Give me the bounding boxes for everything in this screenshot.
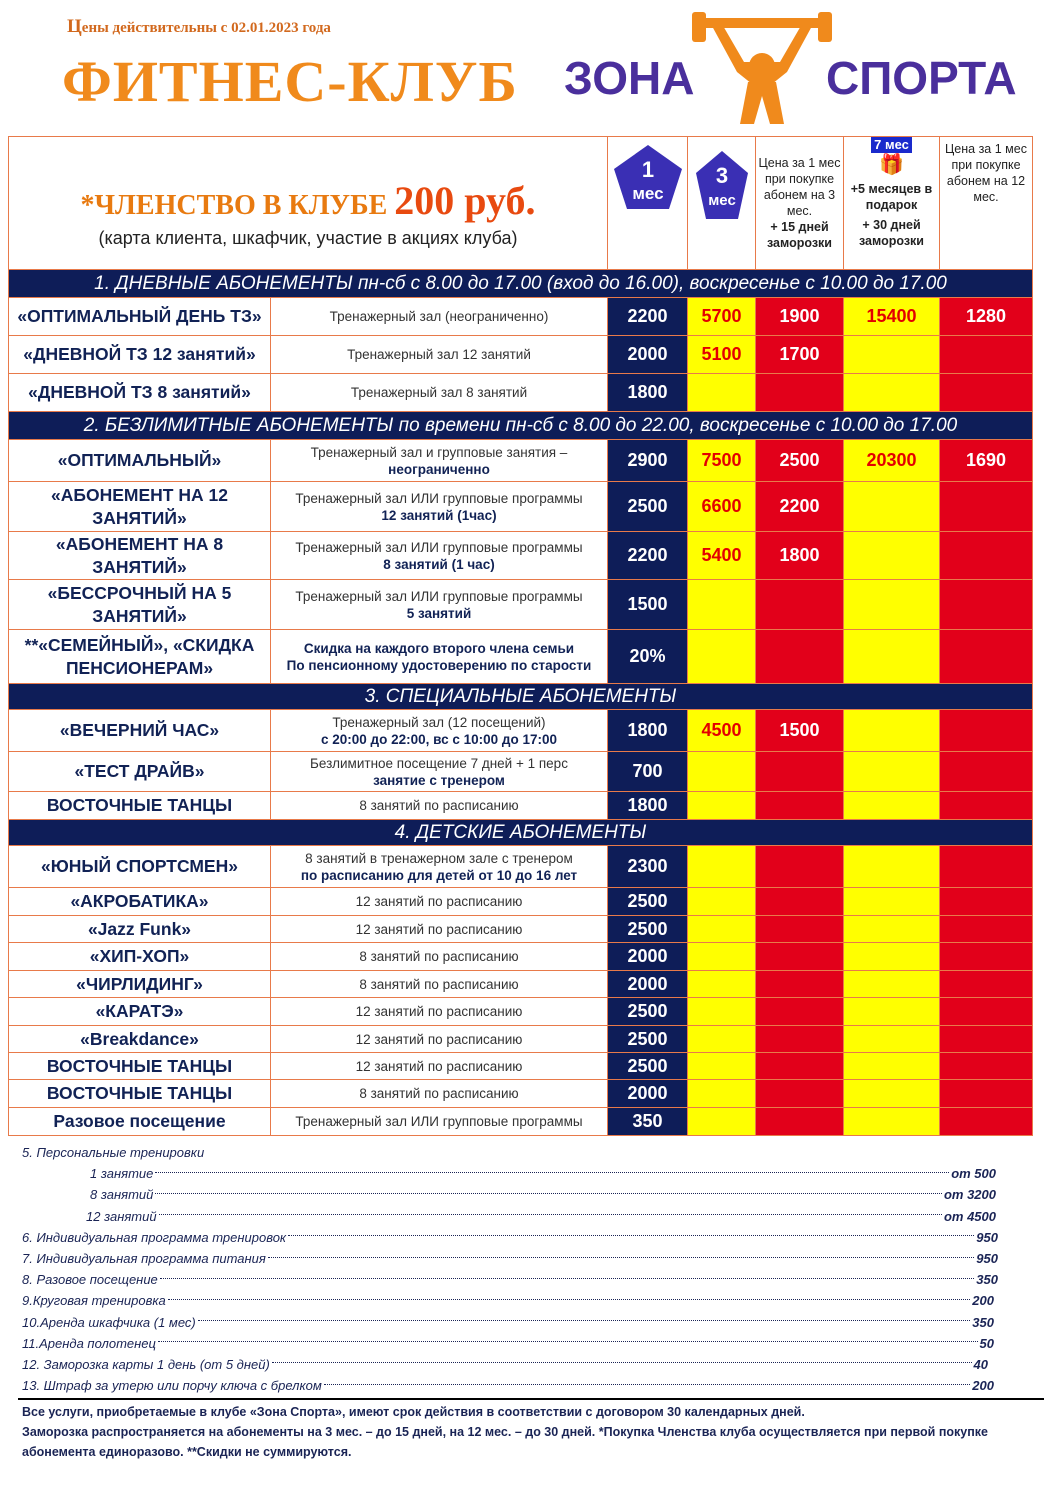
price-per-month-12	[940, 710, 1033, 752]
price-per-month-3	[756, 1053, 844, 1080]
plan-description	[271, 1026, 608, 1053]
plan-description-line: 12 занятий по расписанию	[355, 1031, 523, 1047]
extra-service-item	[22, 1269, 1022, 1290]
svg-text:мес: мес	[707, 192, 736, 209]
table-row	[9, 630, 1033, 684]
plan-description	[271, 374, 608, 412]
membership-title: *ЧЛЕНСТВО В КЛУБЕ	[80, 190, 388, 221]
plan-description-line: Тренажерный зал (12 посещений)	[332, 714, 546, 730]
table-row	[9, 1080, 1033, 1108]
dotted-leader	[268, 1256, 974, 1258]
membership-price: 200 руб.	[394, 178, 536, 223]
price-1-month: 350	[608, 1108, 688, 1136]
price-per-month-3	[756, 916, 844, 943]
table-row	[9, 1053, 1033, 1080]
gift-icon: 🎁	[879, 154, 904, 176]
price-7-month	[844, 1053, 940, 1080]
plan-description-line: с 20:00 до 22:00, вс с 10:00 до 17:00	[321, 731, 557, 747]
price-7-month	[844, 710, 940, 752]
plan-description	[271, 580, 608, 630]
table-row	[9, 971, 1033, 998]
logo-word-right: СПОРТА	[826, 52, 1017, 104]
plan-description-line: 12 занятий по расписанию	[355, 921, 523, 937]
price-1-month: 2200	[608, 532, 688, 580]
price-3-month: 4500	[688, 710, 756, 752]
dotted-leader	[159, 1213, 942, 1215]
price-7-month	[844, 532, 940, 580]
plan-description-line: 8 занятий по расписанию	[359, 1086, 519, 1101]
validity-note: Цены действительны с 02.01.2023 года	[67, 16, 331, 37]
dotted-leader	[272, 1361, 972, 1363]
extra-service-label: 11.Аренда полотенец	[22, 1335, 156, 1351]
plan-description	[271, 971, 608, 998]
price-1-month: 700	[608, 752, 688, 792]
extra-service-price: от 3200	[943, 1187, 996, 1203]
table-row	[9, 482, 1033, 532]
price-7-month	[844, 916, 940, 943]
extra-service-label: 5. Персональные тренировки	[22, 1145, 205, 1161]
dotted-leader	[160, 1277, 975, 1279]
extra-service-label: 8. Разовое посещение	[22, 1272, 158, 1288]
plan-description	[271, 440, 608, 482]
price-3-month	[688, 752, 756, 792]
section-header-row	[9, 270, 1033, 298]
extra-service-item	[22, 1184, 1022, 1205]
plan-description-line: 8 занятий по расписанию	[359, 798, 519, 813]
price-3-month	[688, 1026, 756, 1053]
table-row	[9, 1108, 1033, 1136]
price-1-month: 2500	[608, 1053, 688, 1080]
table-row	[9, 1026, 1033, 1053]
plan-description-line: 8 занятий (1 час)	[383, 556, 495, 572]
price-7-month	[844, 630, 940, 684]
price-per-month-3	[756, 971, 844, 998]
footer-notes	[22, 1402, 1032, 1462]
dotted-leader	[288, 1234, 974, 1236]
plan-description	[271, 916, 608, 943]
plan-description-line: занятие с тренером	[373, 772, 505, 788]
extra-service-item	[22, 1142, 1022, 1163]
plan-description	[271, 1080, 608, 1108]
dotted-leader	[324, 1383, 971, 1385]
price-per-month-3	[756, 792, 844, 820]
extra-service-price: 40	[973, 1356, 988, 1372]
table-row	[9, 336, 1033, 374]
plan-description	[271, 630, 608, 684]
price-7-month	[844, 374, 940, 412]
dotted-leader	[155, 1192, 942, 1194]
price-7-month	[844, 943, 940, 971]
table-row	[9, 374, 1033, 412]
price-per-month-12	[940, 374, 1033, 412]
extra-service-price: 350	[976, 1272, 998, 1288]
price-1-month: 2500	[608, 998, 688, 1026]
price-3-month	[688, 1053, 756, 1080]
price-7-month	[844, 792, 940, 820]
price-per-month-3	[756, 846, 844, 888]
plan-description-line: 8 занятий по расписанию	[359, 949, 519, 964]
col-per-month-3: Цена за 1 мес при покупке абонем на 3 мес. + 15 дней заморозки	[756, 137, 844, 270]
price-1-month: 2000	[608, 1080, 688, 1108]
plan-name: «АБОНЕМЕНТ НА 12 ЗАНЯТИЙ»	[9, 482, 271, 532]
price-3-month: 5100	[688, 336, 756, 374]
price-1-month: 2500	[608, 1026, 688, 1053]
price-3-month	[688, 1108, 756, 1136]
extra-service-label: 12 занятий	[86, 1208, 157, 1224]
col-3-month	[688, 137, 756, 270]
price-per-month-12: 1690	[940, 440, 1033, 482]
price-per-month-3: 2500	[756, 440, 844, 482]
price-3-month	[688, 580, 756, 630]
price-3-month	[688, 374, 756, 412]
dotted-leader	[158, 1340, 978, 1342]
price-1-month: 2500	[608, 482, 688, 532]
plan-description	[271, 888, 608, 916]
price-1-month: 2000	[608, 943, 688, 971]
price-per-month-12	[940, 1080, 1033, 1108]
price-1-month: 2500	[608, 888, 688, 916]
price-per-month-12	[940, 888, 1033, 916]
extra-service-label: 7. Индивидуальная программа питания	[22, 1251, 266, 1267]
price-per-month-3: 1800	[756, 532, 844, 580]
extra-service-item	[22, 1248, 1022, 1269]
price-3-month	[688, 1080, 756, 1108]
price-per-month-12	[940, 482, 1033, 532]
price-per-month-12	[940, 971, 1033, 998]
plan-description-line: Тренажерный зал ИЛИ групповые программы	[295, 588, 583, 604]
extra-service-label: 8 занятий	[90, 1187, 154, 1203]
extra-service-item	[22, 1163, 1022, 1184]
plan-description-line: Тренажерный зал (неограниченно)	[329, 309, 549, 324]
extra-service-item	[22, 1312, 1022, 1333]
extra-service-item	[22, 1375, 1022, 1396]
seven-month-badge: 7 мес	[871, 137, 912, 153]
extra-services-list	[22, 1142, 1022, 1396]
plan-description	[271, 998, 608, 1026]
price-per-month-3	[756, 752, 844, 792]
plan-description	[271, 532, 608, 580]
extra-service-item	[22, 1333, 1022, 1354]
plan-name: «ТЕСТ ДРАЙВ»	[9, 752, 271, 792]
plan-description-line: 12 занятий (1час)	[381, 507, 497, 523]
table-row	[9, 792, 1033, 820]
plan-description-line: По пенсионному удостоверению по старости	[286, 657, 592, 673]
col-1-month	[608, 137, 688, 270]
plan-description-line: Тренажерный зал и групповые занятия –	[310, 444, 568, 460]
plan-name: «БЕССРОЧНЫЙ НА 5 ЗАНЯТИЙ»	[9, 580, 271, 630]
price-1-month: 2300	[608, 846, 688, 888]
price-table	[8, 136, 1033, 1136]
extra-service-price: от 4500	[943, 1208, 996, 1224]
price-per-month-12	[940, 846, 1033, 888]
extra-service-price: 50	[979, 1335, 994, 1351]
table-row	[9, 916, 1033, 943]
plan-description	[271, 298, 608, 336]
table-row	[9, 846, 1033, 888]
club-title: ФИТНЕС-КЛУБ	[62, 49, 518, 114]
divider	[18, 1398, 1044, 1400]
extra-service-price: 200	[972, 1378, 994, 1394]
table-row	[9, 888, 1033, 916]
extra-service-label: 12. Заморозка карты 1 день (от 5 дней)	[22, 1356, 270, 1372]
plan-description	[271, 943, 608, 971]
price-per-month-12	[940, 998, 1033, 1026]
plan-description-line: 8 занятий по расписанию	[359, 976, 519, 992]
table-row	[9, 440, 1033, 482]
price-per-month-3	[756, 374, 844, 412]
price-1-month: 1800	[608, 710, 688, 752]
price-per-month-3	[756, 1080, 844, 1108]
membership-cell	[9, 137, 608, 270]
price-3-month	[688, 998, 756, 1026]
price-7-month	[844, 580, 940, 630]
price-7-month	[844, 482, 940, 532]
svg-text:мес: мес	[631, 184, 664, 203]
price-per-month-3	[756, 580, 844, 630]
plan-name: «Jazz Funk»	[9, 916, 271, 943]
price-3-month: 5700	[688, 298, 756, 336]
price-1-month: 2000	[608, 336, 688, 374]
plan-description-line: Тренажерный зал 8 занятий	[350, 385, 528, 400]
extra-service-item	[22, 1290, 1022, 1311]
price-1-month: 1500	[608, 580, 688, 630]
plan-description	[271, 482, 608, 532]
extra-service-price: 950	[976, 1229, 998, 1245]
plan-name: «ДНЕВНОЙ ТЗ 8 занятий»	[9, 374, 271, 412]
price-3-month: 7500	[688, 440, 756, 482]
price-7-month	[844, 1080, 940, 1108]
price-per-month-3	[756, 943, 844, 971]
price-per-month-3	[756, 1026, 844, 1053]
table-header-row	[9, 137, 1033, 270]
plan-name: «ДНЕВНОЙ ТЗ 12 занятий»	[9, 336, 271, 374]
plan-name: «ОПТИМАЛЬНЫЙ ДЕНЬ ТЗ»	[9, 298, 271, 336]
plan-description-line: 8 занятий в тренажерном зале с тренером	[305, 850, 573, 866]
svg-text:3: 3	[715, 163, 728, 188]
plan-description	[271, 792, 608, 820]
plan-description	[271, 1108, 608, 1136]
dotted-leader	[198, 1319, 971, 1321]
plan-description	[271, 1053, 608, 1080]
table-row	[9, 580, 1033, 630]
plan-description-line: Тренажерный зал ИЛИ групповые программы	[295, 1114, 583, 1129]
plan-description-line: Тренажерный зал ИЛИ групповые программы	[295, 490, 583, 506]
svg-text:1: 1	[641, 157, 654, 182]
section-header-row	[9, 684, 1033, 710]
price-3-month: 6600	[688, 482, 756, 532]
price-1-month: 2000	[608, 971, 688, 998]
table-row	[9, 998, 1033, 1026]
price-7-month: 15400	[844, 298, 940, 336]
price-3-month	[688, 846, 756, 888]
plan-name: «ЮНЫЙ СПОРТСМЕН»	[9, 846, 271, 888]
section-title: 3. СПЕЦИАЛЬНЫЕ АБОНЕМЕНТЫ	[9, 684, 1033, 710]
price-3-month	[688, 630, 756, 684]
extra-service-item	[22, 1227, 1022, 1248]
plan-description-line: Безлимитное посещение 7 дней + 1 перс	[310, 755, 568, 771]
plan-description	[271, 846, 608, 888]
plan-description-line: 12 занятий по расписанию	[355, 894, 523, 909]
price-per-month-12	[940, 916, 1033, 943]
price-7-month	[844, 846, 940, 888]
price-per-month-12	[940, 532, 1033, 580]
price-per-month-3: 2200	[756, 482, 844, 532]
plan-name: «ВЕЧЕРНИЙ ЧАС»	[9, 710, 271, 752]
plan-description-line: неограниченно	[388, 461, 490, 477]
price-1-month: 1800	[608, 374, 688, 412]
plan-name: «АКРОБАТИКА»	[9, 888, 271, 916]
logo-word-left: ЗОНА	[564, 52, 695, 104]
brand-logo	[562, 12, 1032, 132]
plan-name: «КАРАТЭ»	[9, 998, 271, 1026]
extra-service-label: 6. Индивидуальная программа тренировок	[22, 1229, 287, 1245]
plan-description	[271, 710, 608, 752]
price-3-month	[688, 971, 756, 998]
price-1-month: 2200	[608, 298, 688, 336]
extra-service-label: 1 занятие	[90, 1166, 154, 1182]
plan-description-line: Скидка на каждого второго члена семьи	[303, 640, 575, 656]
plan-name: «АБОНЕМЕНТ НА 8 ЗАНЯТИЙ»	[9, 532, 271, 580]
plan-description	[271, 752, 608, 792]
plan-description-line: 12 занятий по расписанию	[355, 1004, 523, 1019]
extra-service-price: от 500	[951, 1166, 996, 1182]
plan-name: **«СЕМЕЙНЫЙ», «СКИДКА ПЕНСИОНЕРАМ»	[9, 630, 271, 684]
price-3-month	[688, 792, 756, 820]
price-per-month-12	[940, 943, 1033, 971]
price-1-month: 2900	[608, 440, 688, 482]
price-7-month	[844, 336, 940, 374]
price-per-month-12	[940, 1026, 1033, 1053]
plan-name: ВОСТОЧНЫЕ ТАНЦЫ	[9, 792, 271, 820]
pentagon-badge-icon	[612, 143, 684, 211]
col-per-month-12: Цена за 1 мес при покупке абонем на 12 мес.	[940, 137, 1033, 270]
plan-description-line: 5 занятий	[406, 605, 472, 621]
plan-description-line: Тренажерный зал 12 занятий	[347, 347, 531, 362]
plan-name: «ХИП-ХОП»	[9, 943, 271, 971]
table-row	[9, 752, 1033, 792]
col-7-month: 7 мес 🎁 +5 месяцев в подарок + 30 дней заморозки	[844, 137, 940, 270]
section-title: 1. ДНЕВНЫЕ АБОНЕМЕНТЫ пн-сб с 8.00 до 17.00 (вход до 16.00), воскресенье с 10.00 до 17.00	[9, 270, 1033, 298]
price-7-month	[844, 888, 940, 916]
note-line: Заморозка распространяется на абонементы на 3 мес. – до 15 дней, на 12 мес. – до 30 дней. *Покупка Членства клуба осуществляется при первой покупке	[22, 1425, 988, 1439]
price-per-month-12	[940, 752, 1033, 792]
dotted-leader	[155, 1171, 949, 1173]
plan-description	[271, 336, 608, 374]
price-7-month	[844, 752, 940, 792]
extra-service-label: 10.Аренда шкафчика (1 мес)	[22, 1314, 196, 1330]
pentagon-badge-icon	[694, 149, 750, 221]
plan-name: «Breakdance»	[9, 1026, 271, 1053]
price-per-month-3: 1500	[756, 710, 844, 752]
price-per-month-12	[940, 1108, 1033, 1136]
price-1-month: 20%	[608, 630, 688, 684]
price-per-month-12	[940, 1053, 1033, 1080]
extra-service-price: 350	[972, 1314, 994, 1330]
note-line: абонемента единоразово. **Скидки не суммируются.	[22, 1445, 352, 1459]
extra-service-price: 950	[976, 1251, 998, 1267]
price-3-month: 5400	[688, 532, 756, 580]
extra-service-price: 200	[972, 1293, 994, 1309]
table-row	[9, 943, 1033, 971]
price-per-month-12	[940, 630, 1033, 684]
price-1-month: 2500	[608, 916, 688, 943]
price-per-month-3: 1900	[756, 298, 844, 336]
price-per-month-3: 1700	[756, 336, 844, 374]
price-7-month: 20300	[844, 440, 940, 482]
price-3-month	[688, 943, 756, 971]
price-per-month-12	[940, 336, 1033, 374]
section-title: 4. ДЕТСКИЕ АБОНЕМЕНТЫ	[9, 820, 1033, 846]
price-3-month	[688, 916, 756, 943]
plan-description-line: Тренажерный зал ИЛИ групповые программы	[295, 539, 583, 555]
price-per-month-12	[940, 792, 1033, 820]
plan-name: ВОСТОЧНЫЕ ТАНЦЫ	[9, 1080, 271, 1108]
price-1-month: 1800	[608, 792, 688, 820]
extra-service-label: 13. Штраф за утерю или порчу ключа с брелком	[22, 1378, 322, 1394]
section-title: 2. БЕЗЛИМИТНЫЕ АБОНЕМЕНТЫ по времени пн-сб с 8.00 до 22.00, воскресенье с 10.00 до 17.00	[9, 412, 1033, 440]
extra-service-label: 9.Круговая тренировка	[22, 1293, 166, 1309]
plan-name: «ЧИРЛИДИНГ»	[9, 971, 271, 998]
dotted-leader	[168, 1298, 971, 1300]
plan-description-line: по расписанию для детей от 10 до 16 лет	[300, 867, 578, 883]
price-per-month-3	[756, 630, 844, 684]
price-per-month-3	[756, 1108, 844, 1136]
price-7-month	[844, 1108, 940, 1136]
price-3-month	[688, 888, 756, 916]
section-header-row	[9, 412, 1033, 440]
membership-subtitle: (карта клиента, шкафчик, участие в акциях клуба)	[98, 228, 518, 248]
price-7-month	[844, 998, 940, 1026]
section-header-row	[9, 820, 1033, 846]
plan-name: ВОСТОЧНЫЕ ТАНЦЫ	[9, 1053, 271, 1080]
table-row	[9, 532, 1033, 580]
plan-name: «ОПТИМАЛЬНЫЙ»	[9, 440, 271, 482]
table-row	[9, 710, 1033, 752]
table-row	[9, 298, 1033, 336]
extra-service-item	[22, 1354, 1022, 1375]
price-per-month-12: 1280	[940, 298, 1033, 336]
price-7-month	[844, 971, 940, 998]
plan-name: Разовое посещение	[9, 1108, 271, 1136]
price-7-month	[844, 1026, 940, 1053]
note-line: Все услуги, приобретаемые в клубе «Зона Спорта», имеют срок действия в соответствии с договором 30 календарных дней.	[22, 1405, 805, 1419]
plan-description-line: 12 занятий по расписанию	[355, 1058, 523, 1074]
extra-service-item	[22, 1206, 1022, 1227]
price-per-month-3	[756, 888, 844, 916]
price-per-month-12	[940, 580, 1033, 630]
price-per-month-3	[756, 998, 844, 1026]
